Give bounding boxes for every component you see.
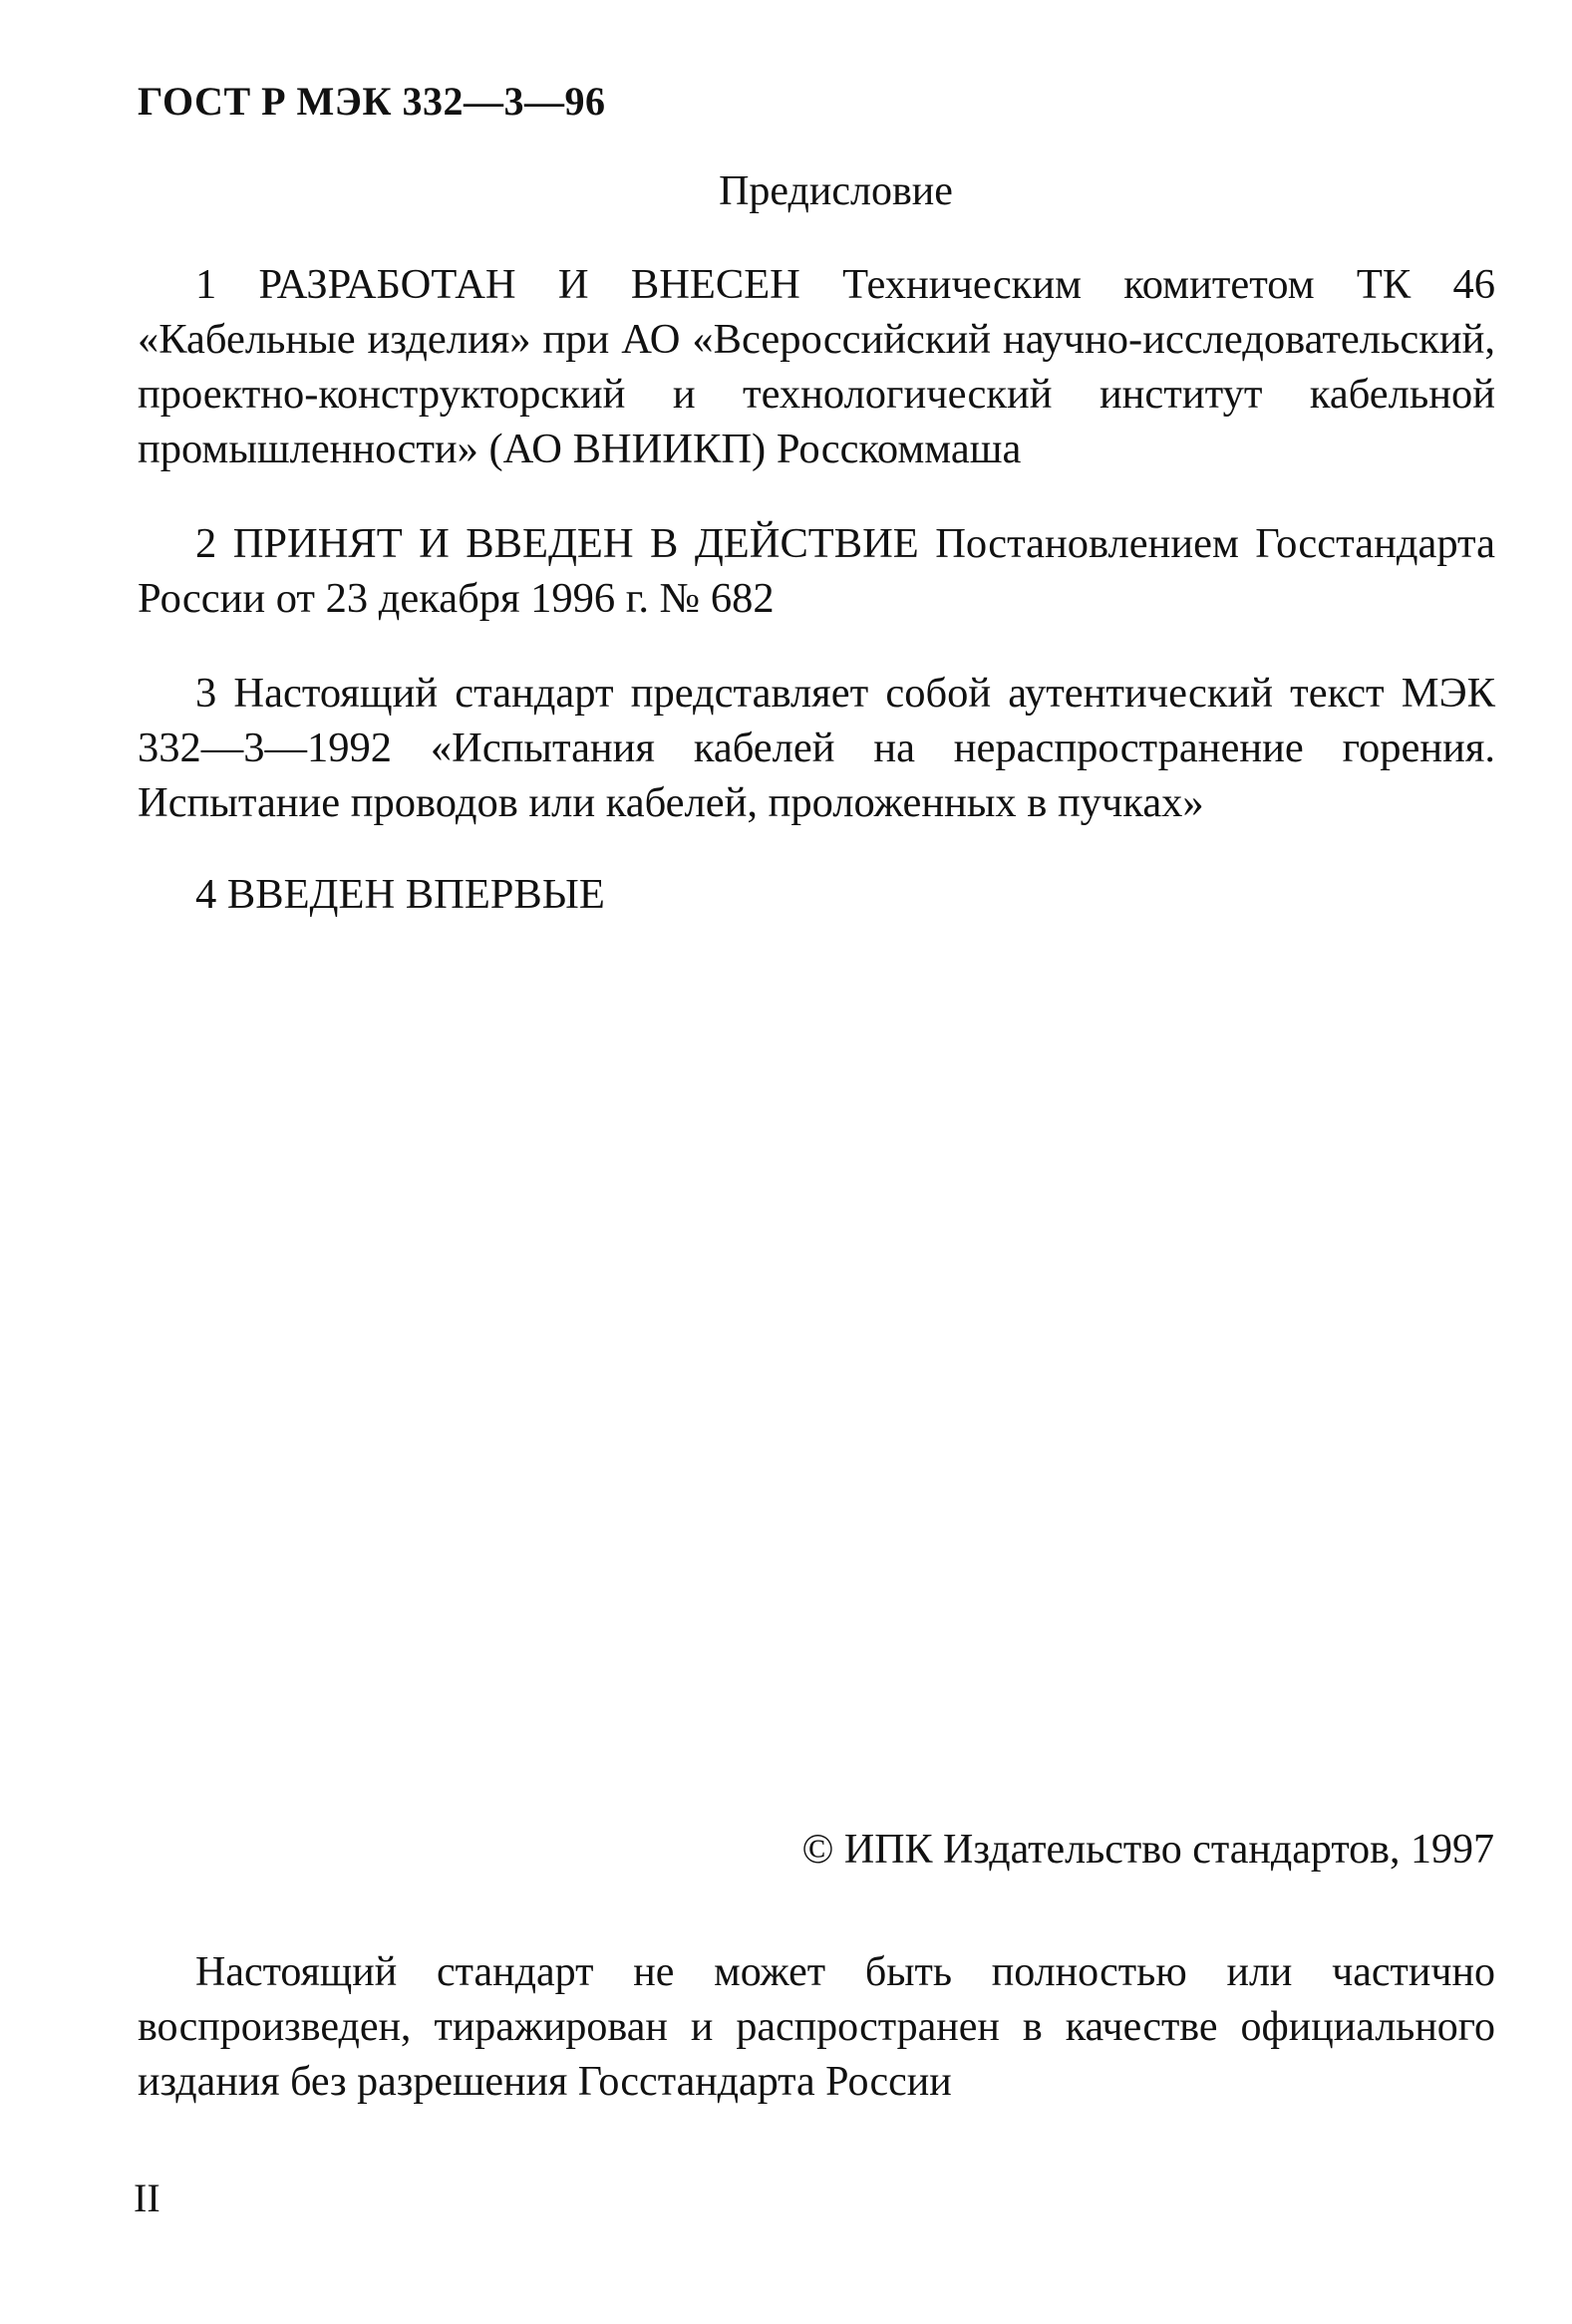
page-title: Предисловие	[719, 168, 953, 214]
document-code: ГОСТ Р МЭК 332—3—96	[138, 79, 606, 124]
copyright-line: © ИПК Издательство стандартов, 1997	[801, 1827, 1494, 1873]
page-number: II	[134, 2176, 160, 2220]
paragraph-introduced-first: 4 ВВЕДЕН ВПЕРВЫЕ	[195, 871, 605, 918]
paragraph-authentic-text: 3 Настоящий стандарт представляет собой аутентический текст МЭК 332—3—1992 «Испытания кабелей на нераспространение горения. Испытание проводов или кабелей, проложенных в пучках»	[138, 670, 1495, 826]
paragraph-adopted: 2 ПРИНЯТ И ВВЕДЕН В ДЕЙСТВИЕ Постановлением Госстандарта России от 23 декабря 1996 г. № 682	[138, 520, 1495, 622]
paragraph-developed-by: 1 РАЗРАБОТАН И ВНЕСЕН Техническим комитетом ТК 46 «Кабельные изделия» при АО «Всероссийский научно-исследовательский, проектно-конструкторский и технологический институт кабельной промышленности» (АО ВНИИКП) Росскоммаша	[138, 261, 1495, 472]
reproduction-notice: Настоящий стандарт не может быть полностью или частично воспроизведен, тиражирован и распространен в качестве официального издания без разрешения Госстандарта России	[138, 1949, 1495, 2105]
